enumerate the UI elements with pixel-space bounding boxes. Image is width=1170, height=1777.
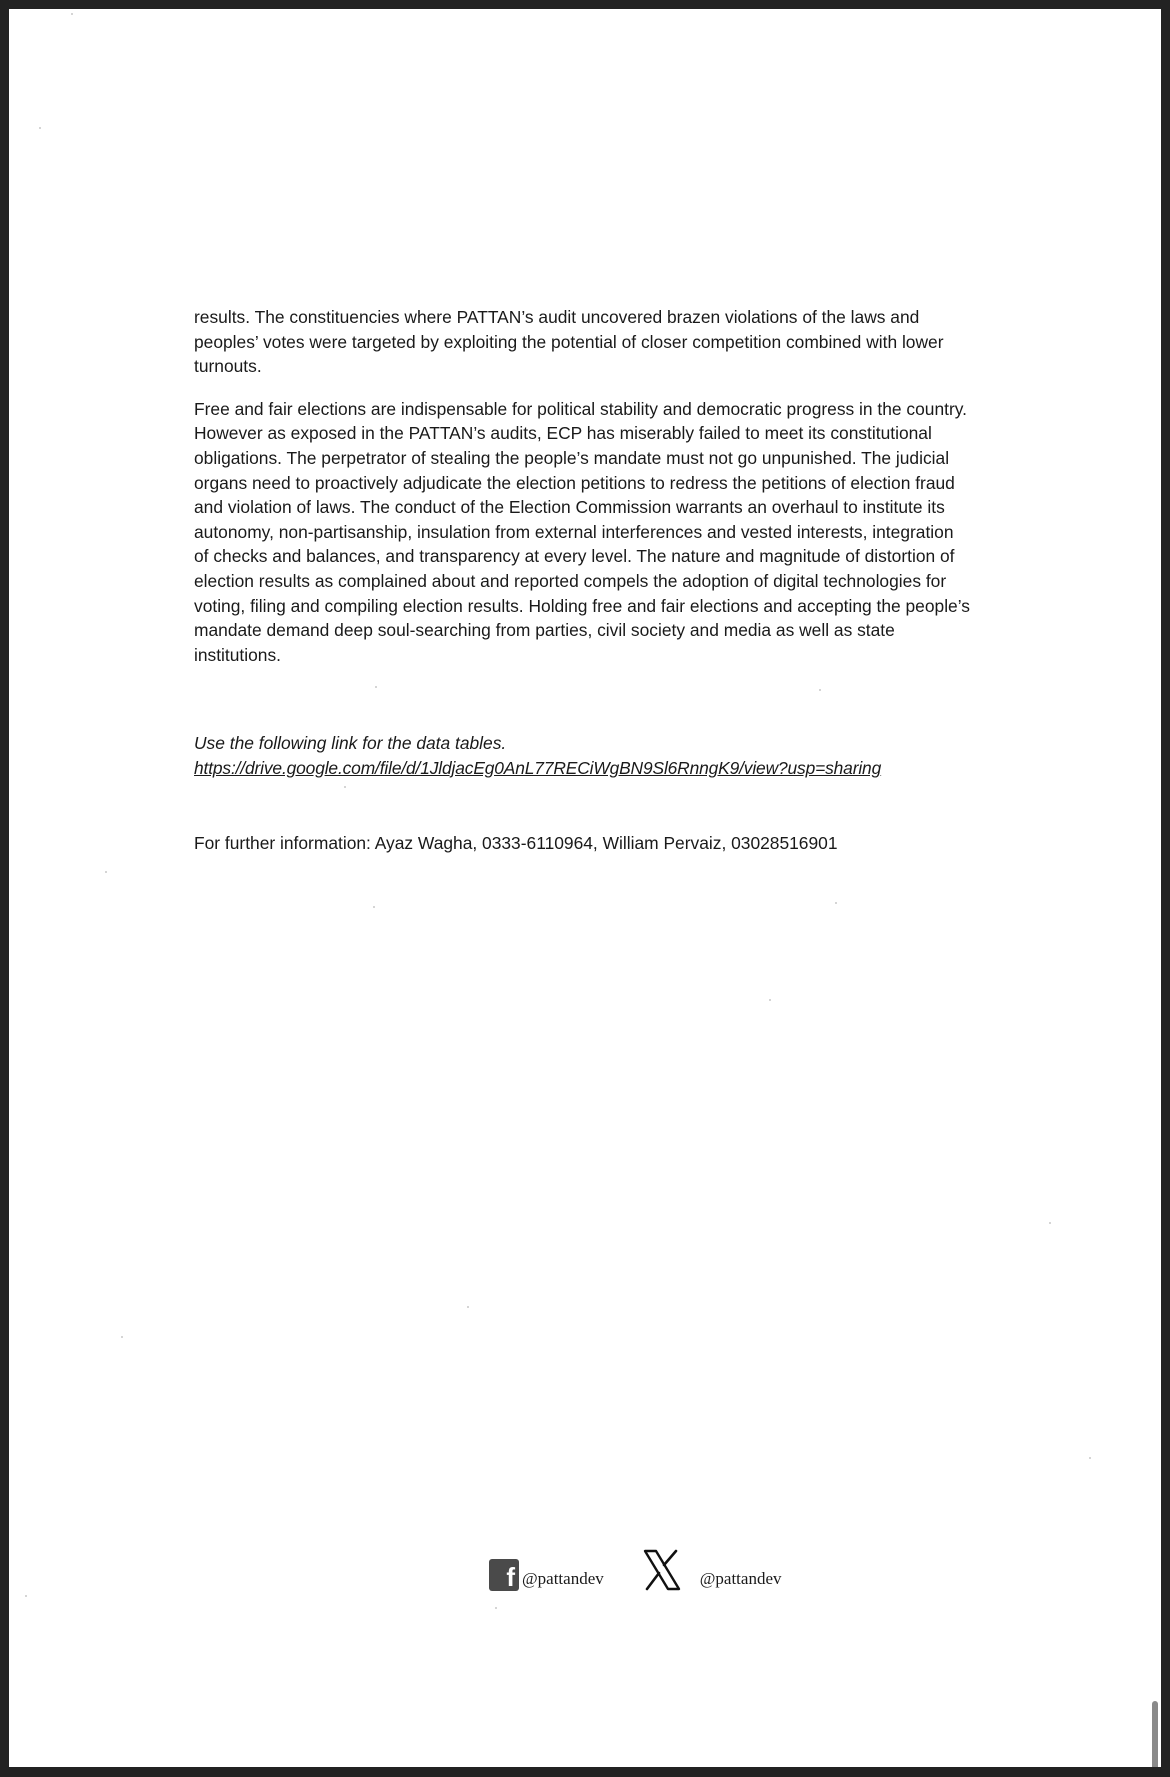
scan-speck	[373, 906, 375, 908]
scan-speck	[819, 689, 821, 691]
scan-speck	[467, 1306, 469, 1308]
paragraph-free-fair-elections: Free and fair elections are indispensable for political stability and democratic progress in the country. However as exposed in the PATTAN’s audits, ECP has miserably failed to meet its constitutional obligations. The perpetrator of stealing the people’s mandate must not go unpunished. The judicial organs need to proactively adjudicate the election petitions to redress the petitions of election fraud and violation of laws. The conduct of the Election Commission warrants an overhaul to institute its autonomy, non-partisanship, insulation from external interferences and vested interests, integration of checks and balances, and transparency at every level. The nature and magnitude of distortion of election results as complained about and reported compels the adoption of digital technologies for voting, filing and compiling election results. Holding free and fair elections and accepting the people’s mandate demand deep soul-searching from parties, civil society and media as well as state institutions.	[194, 398, 970, 665]
scan-speck	[71, 13, 73, 15]
scan-speck	[769, 999, 771, 1001]
data-tables-link[interactable]: https://drive.google.com/file/d/1JldjacEg0AnL77RECiWgBN9Sl6RnngK9/view?usp=sharing	[194, 758, 882, 778]
scan-speck	[495, 1607, 497, 1609]
scan-speck	[121, 1336, 123, 1338]
scan-speck	[835, 902, 837, 904]
scan-speck	[1089, 1457, 1091, 1459]
social-footer	[489, 1549, 782, 1591]
scan-speck	[39, 127, 41, 129]
document-page	[9, 9, 1161, 1767]
scrollbar-thumb[interactable]	[1152, 1701, 1158, 1767]
document-body	[194, 305, 1054, 667]
facebook-icon: f	[489, 1559, 519, 1591]
scan-speck	[1049, 1222, 1051, 1224]
scan-speck	[375, 686, 377, 688]
facebook-handle: @pattandev	[522, 1569, 604, 1588]
paragraph-results: results. The constituencies where PATTAN’s audit uncovered brazen violations of the laws and peoples’ votes were targeted by exploiting the potential of closer competition combined with lower turnouts.	[194, 307, 944, 377]
x-handle: @pattandev	[699, 1569, 782, 1588]
link-intro: Use the following link for the data tables.	[194, 733, 507, 753]
further-information: For further information: Ayaz Wagha, 0333-6110964, William Pervaiz, 03028516901	[194, 833, 838, 853]
x-logo-icon	[642, 1549, 682, 1591]
scan-speck	[25, 1595, 27, 1597]
scan-speck	[344, 786, 346, 788]
data-tables-link-block	[194, 731, 881, 781]
scan-speck	[105, 871, 107, 873]
